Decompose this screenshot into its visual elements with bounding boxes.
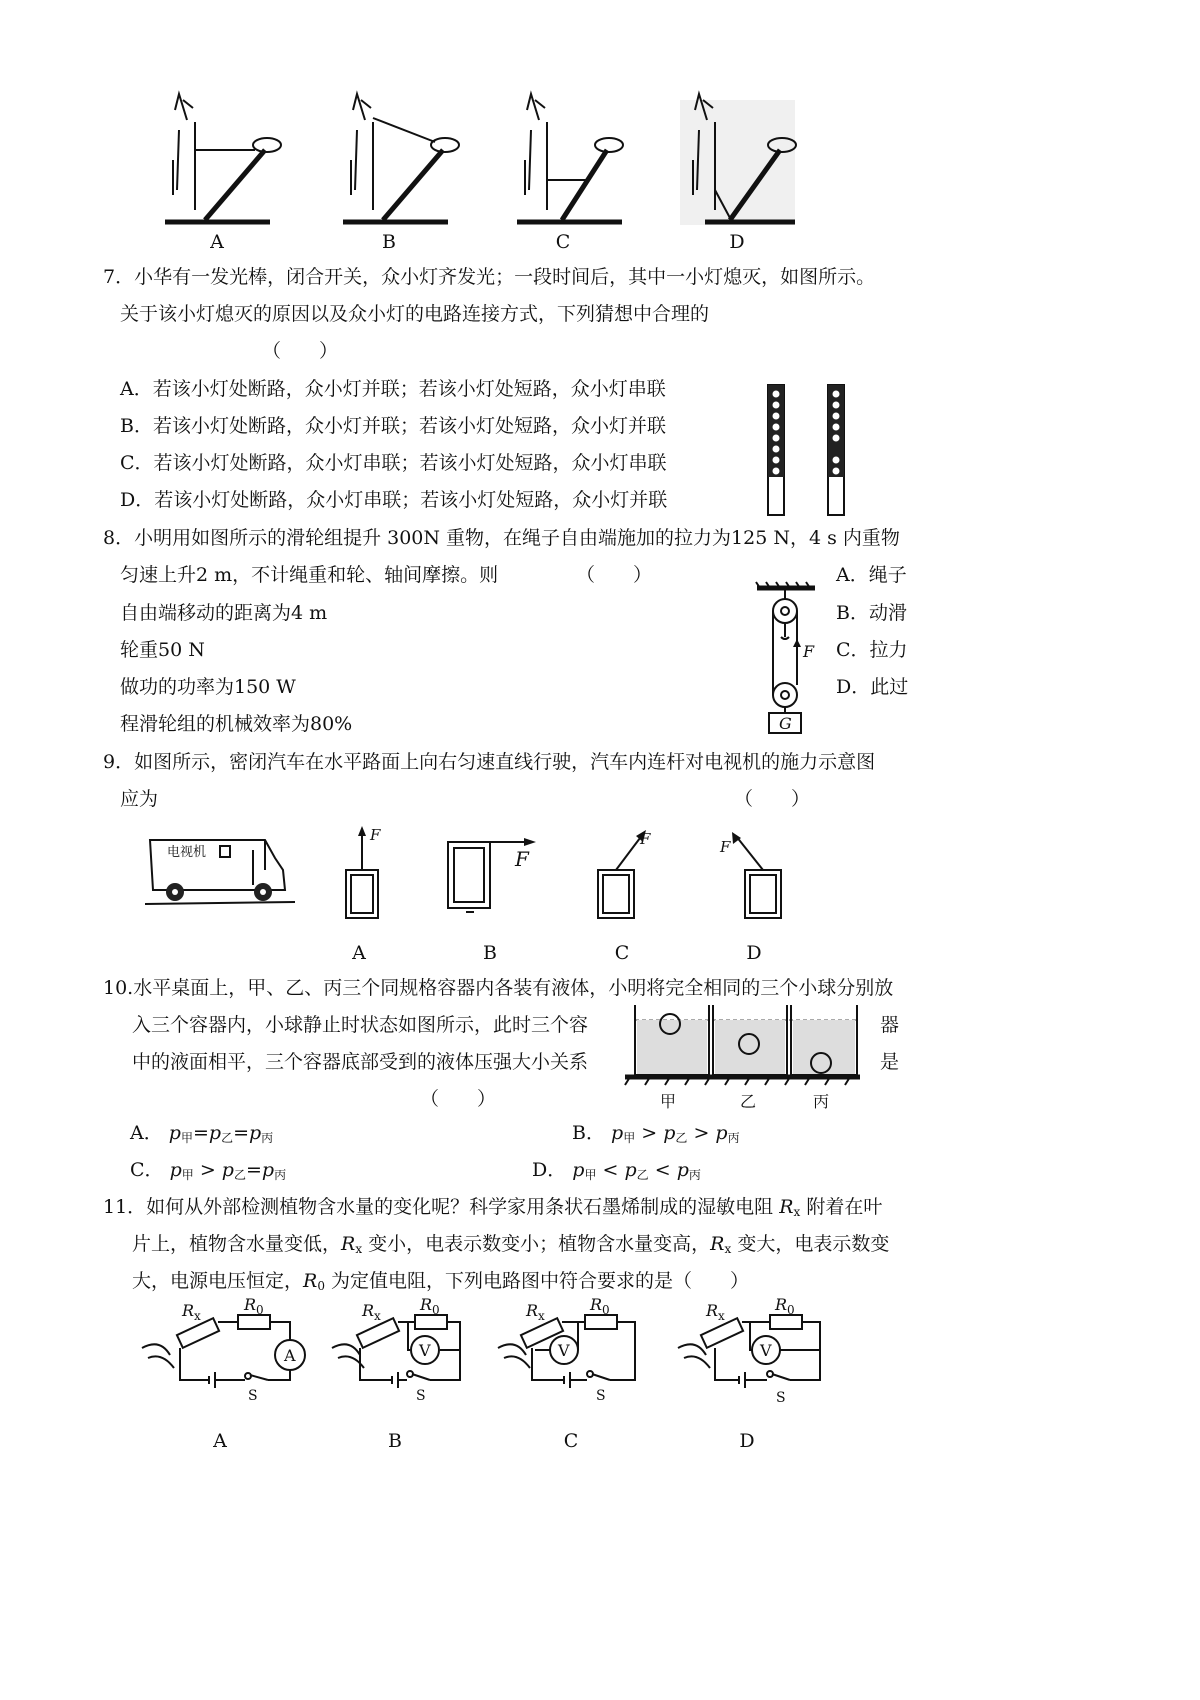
svg-text:R: R [362, 1301, 375, 1320]
top-figure-label-b: B [382, 231, 396, 253]
q7-stem-line1: 7．小华有一发光棒，闭合开关，众小灯齐发光；一段时间后，其中一小灯熄灭，如图所示。 [103, 266, 876, 288]
q11-circuit-a [142, 1295, 305, 1404]
q8-movable-pulley [773, 683, 797, 707]
q8-option-a-fragment: A．绳子 [836, 564, 907, 586]
q8-pulley-figure [755, 555, 835, 735]
svg-text:S: S [776, 1390, 786, 1406]
q10-answer-bracket: （ ） [420, 1088, 497, 1110]
q9-van-figure [145, 830, 295, 920]
q9-force-label-c: F [640, 830, 651, 848]
svg-text:R: R [706, 1301, 719, 1320]
svg-text:0: 0 [787, 1303, 795, 1317]
svg-text:R: R [420, 1295, 433, 1314]
q7-stem-line2: 关于该小灯熄灭的原因以及众小灯的电路连接方式，下列猜想中合理的 [120, 303, 710, 325]
q11-label-c: C [563, 1430, 579, 1452]
svg-text:V: V [419, 1341, 431, 1360]
svg-text:V: V [558, 1341, 570, 1360]
q9-answer-bracket: （ ） [734, 788, 811, 810]
q8-left-line-3: 做功的功率为150 W [120, 676, 296, 698]
top-figure-panel-d [680, 94, 796, 225]
q7-option-c: C．若该小灯处断路，众小灯串联；若该小灯处短路，众小灯串联 [120, 452, 667, 474]
q11-stem-line3: 大，电源电压恒定，R0 为定值电阻，下列电路图中符合要求的是（ ） [132, 1270, 750, 1293]
q10-option-d: D． p甲 < p乙 < p丙 [532, 1159, 701, 1182]
q8-left-line-1: 自由端移动的距离为4 m [120, 602, 328, 624]
q11-label-d: D [739, 1430, 755, 1452]
q10-stem-line2-end: 器 [880, 1014, 900, 1036]
q9-label-c: C [614, 942, 630, 964]
q9-van-text: 电视机 [167, 845, 207, 860]
q8-option-c-fragment: C．拉力 [836, 639, 908, 661]
q7-option-d: D．若该小灯处断路，众小灯串联；若该小灯处短路，众小灯并联 [120, 489, 668, 511]
svg-text:R: R [590, 1295, 603, 1314]
q8-left-line-2: 轮重50 N [120, 639, 205, 661]
q9-force-label-a: F [370, 826, 381, 844]
q8-stem-line1: 8．小明用如图所示的滑轮组提升 300N 重物，在绳子自由端施加的拉力为125 N，4 s 内重物 [103, 527, 900, 549]
q7-glow-stick-right [828, 385, 844, 515]
q10-containers-figure [625, 1000, 865, 1115]
svg-text:x: x [194, 1309, 201, 1323]
q10-stem-line3: 中的液面相平，三个容器底部受到的液体压强大小关系 [132, 1051, 589, 1073]
q11-stem-line2: 片上，植物含水量变低，Rx 变小，电表示数变小；植物含水量变高，Rx 变大，电表示数变 [132, 1233, 890, 1256]
q8-left-line-4: 程滑轮组的机械效率为80% [120, 713, 353, 735]
q9-figure-d [719, 832, 781, 918]
q10-option-a: A． p甲=p乙=p丙 [130, 1122, 274, 1145]
q9-figure-b [448, 838, 536, 912]
svg-text:S: S [596, 1388, 606, 1404]
q10-stem-line2: 入三个容器内，小球静止时状态如图所示，此时三个容 [132, 1014, 589, 1036]
svg-text:R: R [526, 1301, 539, 1320]
q9-stem-line2: 应为 [120, 788, 159, 810]
svg-text:x: x [538, 1309, 545, 1323]
svg-text:R: R [182, 1301, 195, 1320]
q9-stem-line1: 9．如图所示，密闭汽车在水平路面上向右匀速直线行驶，汽车内连杆对电视机的施力示意图 [103, 751, 876, 773]
svg-text:x: x [718, 1309, 725, 1323]
svg-text:S: S [248, 1388, 258, 1404]
q10-container-jia [635, 1005, 709, 1075]
q9-label-b: B [483, 942, 497, 964]
q8-answer-bracket: （ ） [576, 564, 653, 586]
top-figure [0, 0, 1200, 240]
q9-label-d: D [746, 942, 762, 964]
q8-option-d-fragment: D．此过 [836, 676, 909, 698]
q9-figure-a [346, 826, 381, 918]
q8-fixed-pulley [773, 599, 797, 623]
q8-stem-line2: 匀速上升2 m，不计绳重和轮、轴间摩擦。则 [120, 564, 499, 586]
top-figure-panel-b [343, 94, 459, 222]
svg-text:0: 0 [602, 1303, 610, 1317]
q8-force-label: F [803, 642, 815, 661]
q11-label-a: A [213, 1430, 227, 1452]
q10-container-bing [791, 1005, 857, 1075]
svg-text:0: 0 [432, 1303, 440, 1317]
q11-circuit-figures [140, 1295, 840, 1410]
q11-circuit-b [332, 1295, 460, 1404]
top-figure-panel-a [165, 94, 281, 222]
svg-text:x: x [374, 1309, 381, 1323]
q9-option-figures [330, 822, 810, 932]
top-figure-label-c: C [555, 231, 571, 253]
q11-circuit-d [678, 1295, 820, 1406]
q10-stem-line3-end: 是 [880, 1051, 900, 1073]
q10-label-yi: 乙 [740, 1092, 757, 1111]
top-figure-panel-c [517, 94, 623, 222]
q9-label-a: A [352, 942, 366, 964]
q7-glow-stick-left [768, 385, 784, 515]
q8-option-b-fragment: B．动滑 [836, 602, 907, 624]
q7-answer-bracket: （ ） [262, 340, 339, 362]
q9-force-label-d: F [720, 838, 731, 856]
top-figure-label-a: A [210, 231, 224, 253]
svg-text:R: R [244, 1295, 257, 1314]
svg-text:A: A [284, 1346, 296, 1365]
q9-force-label-b: F [515, 847, 529, 871]
q10-option-b: B． p甲 > p乙 > p丙 [572, 1122, 740, 1145]
top-figure-label-d: D [729, 231, 745, 253]
q8-weight-label: G [779, 714, 792, 733]
svg-text:R: R [775, 1295, 788, 1314]
q10-option-c: C． p甲 > p乙=p丙 [130, 1159, 287, 1182]
svg-text:V: V [760, 1341, 772, 1360]
q10-label-bing: 丙 [813, 1092, 830, 1111]
svg-text:S: S [416, 1388, 426, 1404]
q7-option-a: A．若该小灯处断路，众小灯并联；若该小灯处短路，众小灯串联 [120, 378, 666, 400]
q10-container-yi [713, 1005, 787, 1075]
q11-label-b: B [388, 1430, 402, 1452]
q9-figure-c [598, 830, 651, 918]
q11-circuit-c [498, 1295, 635, 1404]
svg-text:0: 0 [256, 1303, 264, 1317]
q7-option-b: B．若该小灯处断路，众小灯并联；若该小灯处短路，众小灯并联 [120, 415, 666, 437]
q11-stem-line1: 11．如何从外部检测植物含水量的变化呢？科学家用条状石墨烯制成的湿敏电阻 Rx 附着在叶 [103, 1196, 883, 1219]
q7-glow-stick-figure [760, 380, 880, 520]
q10-stem-line1: 10.水平桌面上，甲、乙、丙三个同规格容器内各装有液体，小明将完全相同的三个小球分别放 [103, 977, 894, 999]
q10-label-jia: 甲 [660, 1092, 677, 1111]
